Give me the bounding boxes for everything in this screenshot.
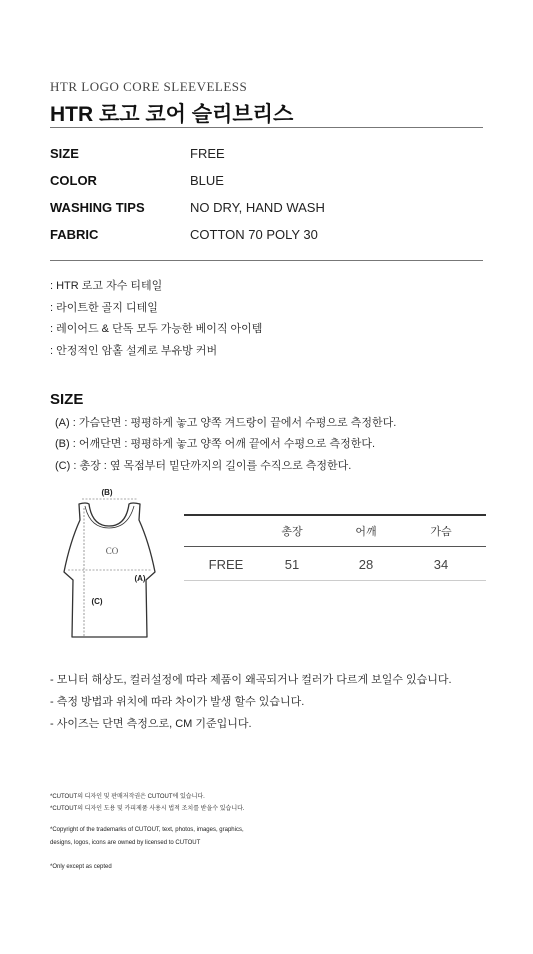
feature-item: : 라이트한 골지 디테일	[50, 302, 158, 314]
sleeveless-diagram-icon	[52, 484, 167, 644]
feature-item: : 레이어드 & 단독 모두 가능한 베이직 아이템	[50, 323, 263, 335]
divider-top	[50, 127, 483, 128]
table-cell-length: 51	[284, 557, 300, 572]
table-header-shoulder: 어깨	[355, 526, 377, 538]
measurement-b: (B) : 어깨단면 : 평평하게 놓고 양쪽 어깨 끝에서 수평으로 측정한다.	[55, 438, 376, 450]
footer-line: *CUTOUT의 디자인 및 판매저작권은 CUTOUT에 있습니다.	[50, 794, 205, 800]
spec-label-washing: WASHING TIPS	[50, 200, 145, 215]
spec-label-fabric: FABRIC	[50, 227, 99, 242]
size-heading: SIZE	[50, 391, 84, 408]
spec-label-color: COLOR	[50, 173, 97, 188]
spec-value-fabric: COTTON 70 POLY 30	[190, 227, 318, 242]
diagram-logo-mark: CO	[105, 546, 119, 556]
table-header-rule	[184, 546, 486, 547]
note-item: - 측정 방법과 위치에 따라 차이가 발생 할수 있습니다.	[50, 696, 305, 708]
footer-line: *Copyright of the trademarks of CUTOUT, text, photos, images, graphics,	[50, 827, 244, 833]
footer-line: *CUTOUT의 디자인 도용 및 카피제품 사용시 법적 조치를 받을수 있습니다.	[50, 806, 245, 812]
feature-item: : HTR 로고 자수 티테일	[50, 280, 163, 292]
diagram-label-b: (B)	[101, 488, 113, 497]
footer-line: designs, logos, icons are owned by licensed to CUTOUT	[50, 840, 201, 846]
measurement-a: (A) : 가슴단면 : 평평하게 놓고 양쪽 겨드랑이 끝에서 수평으로 측정한다.	[55, 417, 397, 429]
spec-value-size: FREE	[190, 146, 225, 161]
spec-value-color: BLUE	[190, 173, 224, 188]
table-bottom-rule	[184, 580, 486, 581]
feature-item: : 안정적인 암홀 설계로 부유방 커버	[50, 345, 218, 357]
measurement-c: (C) : 총장 : 옆 목점부터 밑단까지의 길이를 수직으로 측정한다.	[55, 460, 352, 472]
footer-line: *Only except as cepted	[50, 864, 112, 870]
table-cell-size: FREE	[208, 557, 244, 572]
note-item: - 사이즈는 단면 측정으로, CM 기준입니다.	[50, 718, 252, 730]
product-title: HTR 로고 코어 슬리브리스	[50, 103, 294, 126]
table-header-chest: 가슴	[430, 526, 452, 538]
diagram-label-a: (A)	[134, 574, 146, 583]
table-top-rule	[184, 514, 486, 516]
product-subtitle: HTR LOGO CORE SLEEVELESS	[50, 79, 248, 94]
table-cell-shoulder: 28	[358, 557, 374, 572]
table-cell-chest: 34	[433, 557, 449, 572]
spec-label-size: SIZE	[50, 146, 79, 161]
table-header-length: 총장	[281, 526, 303, 538]
spec-value-washing: NO DRY, HAND WASH	[190, 200, 325, 215]
diagram-label-c: (C)	[91, 597, 103, 606]
note-item: - 모니터 해상도, 컬러설정에 따라 제품이 왜곡되거나 컬러가 다르게 보일수 있습니다.	[50, 674, 452, 686]
divider-specs	[50, 260, 483, 261]
